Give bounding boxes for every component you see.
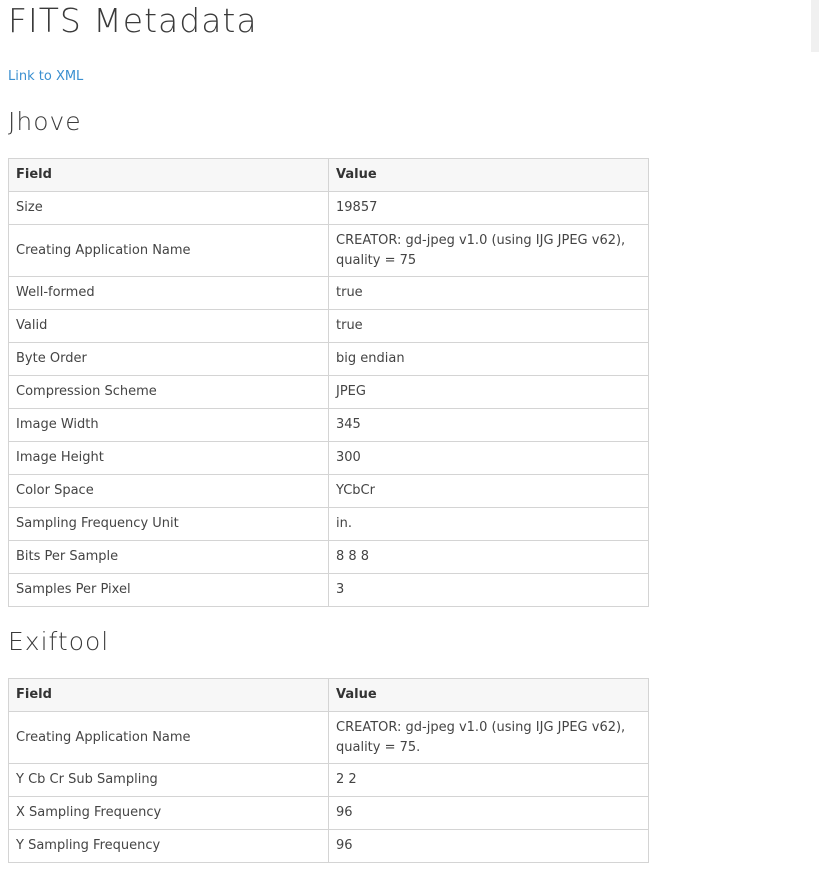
- field-cell: Byte Order: [9, 343, 329, 376]
- value-cell: in.: [329, 508, 649, 541]
- table-header-row: [9, 679, 649, 712]
- value-cell: YCbCr: [329, 475, 649, 508]
- table-row: [9, 830, 649, 863]
- table-row: [9, 376, 649, 409]
- value-cell: 2 2: [329, 764, 649, 797]
- value-cell: big endian: [329, 343, 649, 376]
- table-header-row: [9, 159, 649, 192]
- table-row: [9, 442, 649, 475]
- value-cell: CREATOR: gd-jpeg v1.0 (using IJG JPEG v62), quality = 75: [329, 225, 649, 277]
- value-column-header: Value: [329, 679, 649, 712]
- table-row: [9, 192, 649, 225]
- value-cell: 96: [329, 830, 649, 863]
- page-title: FITS Metadata: [8, 1, 258, 40]
- table-row: [9, 508, 649, 541]
- value-cell: true: [329, 277, 649, 310]
- value-cell: 8 8 8: [329, 541, 649, 574]
- value-cell: CREATOR: gd-jpeg v1.0 (using IJG JPEG v62), quality = 75.: [329, 712, 649, 764]
- table-row: [9, 574, 649, 607]
- jhove-heading: Jhove: [8, 107, 82, 136]
- field-cell: Bits Per Sample: [9, 541, 329, 574]
- value-cell: true: [329, 310, 649, 343]
- table-row: [9, 541, 649, 574]
- table-row: [9, 475, 649, 508]
- field-cell: Color Space: [9, 475, 329, 508]
- field-cell: Size: [9, 192, 329, 225]
- field-cell: Image Width: [9, 409, 329, 442]
- field-cell: Sampling Frequency Unit: [9, 508, 329, 541]
- table-row: [9, 225, 649, 277]
- field-column-header: Field: [9, 679, 329, 712]
- field-cell: Samples Per Pixel: [9, 574, 329, 607]
- field-cell: Creating Application Name: [9, 712, 329, 764]
- field-column-header: Field: [9, 159, 329, 192]
- field-cell: Valid: [9, 310, 329, 343]
- table-row: [9, 277, 649, 310]
- table-row: [9, 712, 649, 764]
- scrollbar[interactable]: [811, 0, 819, 52]
- field-cell: X Sampling Frequency: [9, 797, 329, 830]
- value-cell: 19857: [329, 192, 649, 225]
- field-cell: Y Cb Cr Sub Sampling: [9, 764, 329, 797]
- value-column-header: Value: [329, 159, 649, 192]
- field-cell: Compression Scheme: [9, 376, 329, 409]
- value-cell: 345: [329, 409, 649, 442]
- field-cell: Creating Application Name: [9, 225, 329, 277]
- link-to-xml[interactable]: Link to XML: [8, 69, 84, 84]
- table-row: [9, 764, 649, 797]
- table-row: [9, 797, 649, 830]
- table-row: [9, 343, 649, 376]
- field-cell: Y Sampling Frequency: [9, 830, 329, 863]
- value-cell: 300: [329, 442, 649, 475]
- exiftool-table: [8, 678, 649, 863]
- jhove-table: [8, 158, 649, 607]
- field-cell: Image Height: [9, 442, 329, 475]
- table-row: [9, 409, 649, 442]
- value-cell: 3: [329, 574, 649, 607]
- exiftool-heading: Exiftool: [8, 627, 110, 656]
- value-cell: 96: [329, 797, 649, 830]
- value-cell: JPEG: [329, 376, 649, 409]
- table-row: [9, 310, 649, 343]
- field-cell: Well-formed: [9, 277, 329, 310]
